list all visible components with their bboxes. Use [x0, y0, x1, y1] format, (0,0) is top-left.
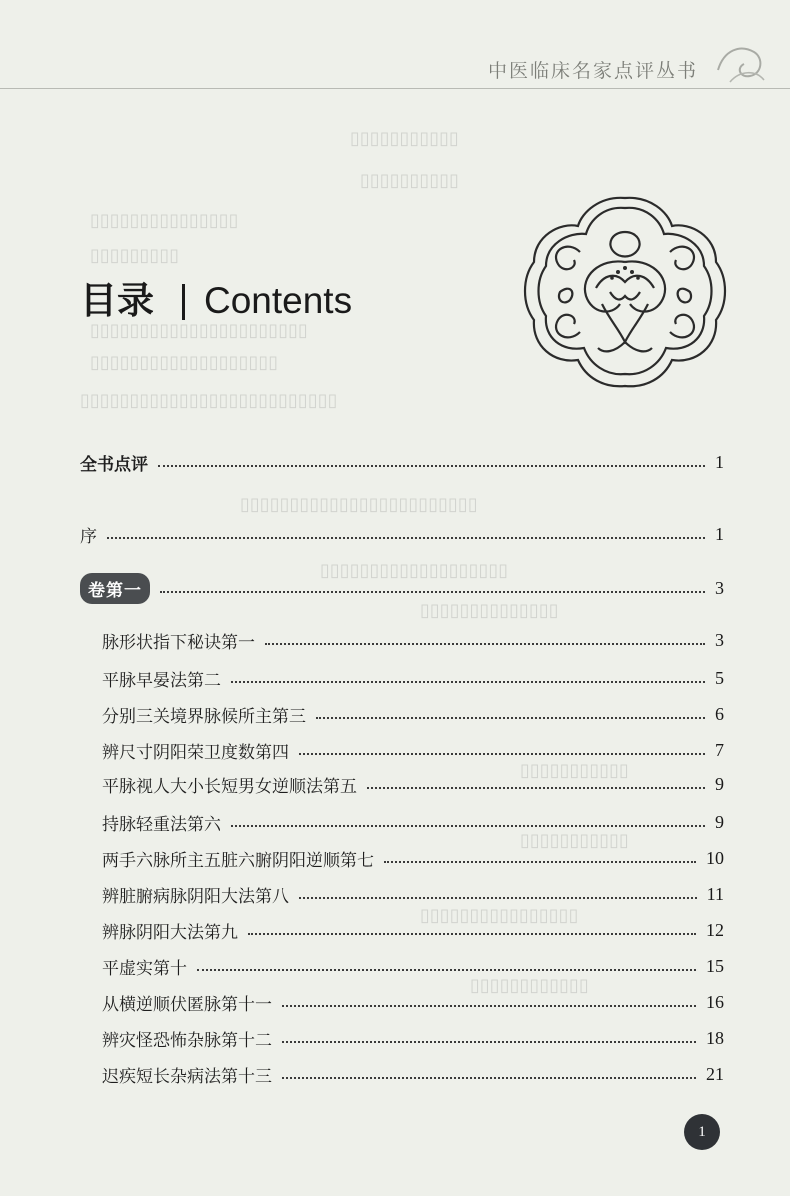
toc-entry-chapter[interactable]: [102, 697, 724, 731]
toc-entry-label: 平虚实第十: [102, 958, 187, 979]
toc-entry-page: 15: [706, 955, 724, 976]
volume-badge: 卷第一: [80, 573, 150, 604]
toc-entry-label: 辨脏腑病脉阴阳大法第八: [102, 886, 289, 907]
title-separator: [182, 284, 185, 320]
series-title: 中医临床名家点评丛书: [488, 60, 699, 82]
toc-entry-label: 平脉早晏法第二: [102, 670, 221, 691]
toc-entry-chapter[interactable]: [102, 661, 724, 695]
toc-entry-page: 3: [715, 577, 724, 598]
leader-dots: [231, 681, 705, 683]
leader-dots: [107, 537, 705, 539]
toc-entry-page: 21: [706, 1063, 724, 1084]
leader-dots: [282, 1005, 696, 1007]
toc-entry-chapter[interactable]: [102, 949, 724, 983]
toc-entry-page: 3: [715, 629, 724, 650]
toc-entry-page: 6: [715, 703, 724, 724]
page-number-badge: 1: [684, 1114, 720, 1150]
toc-entry-chapter[interactable]: [102, 1021, 724, 1055]
toc-entry-label: 全书点评: [80, 454, 148, 475]
toc-entry-chapter[interactable]: [102, 877, 724, 911]
toc-entry-chapter[interactable]: [102, 623, 724, 657]
leader-dots: [197, 969, 696, 971]
toc-entry-label: 从横逆顺伏匿脉第十一: [102, 994, 272, 1015]
leader-dots: [282, 1041, 696, 1043]
toc-entry-volume-1[interactable]: [80, 571, 724, 605]
leader-dots: [384, 861, 696, 863]
leader-dots: [158, 465, 705, 467]
toc-entry-label: 序: [80, 526, 97, 547]
title-chinese: 目录: [80, 279, 154, 322]
toc-entry-label: 两手六脉所主五脏六腑阴阳逆顺第七: [102, 850, 374, 871]
toc-entry-page: 12: [706, 919, 724, 940]
toc-entry-page: 9: [715, 773, 724, 794]
toc-entry-label: 迟疾短长杂病法第十三: [102, 1066, 272, 1087]
leader-dots: [231, 825, 705, 827]
floral-medallion-icon: [520, 192, 730, 392]
toc-entry-label: 辨灾怪恐怖杂脉第十二: [102, 1030, 272, 1051]
leader-dots: [367, 787, 705, 789]
toc-entry-chapter[interactable]: [102, 913, 724, 947]
header-rule: [0, 88, 790, 89]
toc-entry-label: 脉形状指下秘诀第一: [102, 632, 255, 653]
toc-entry-page: 18: [706, 1027, 724, 1048]
toc-entry-page: 10: [706, 847, 724, 868]
toc-entry-chapter[interactable]: [102, 733, 724, 767]
toc-entry-chapter[interactable]: [102, 767, 724, 801]
title-english: Contents: [204, 280, 353, 321]
leader-dots: [299, 753, 705, 755]
toc-entry-page: 16: [706, 991, 724, 1012]
toc-entry-book-review[interactable]: [80, 445, 724, 479]
toc-entry-chapter[interactable]: [102, 841, 724, 875]
leader-dots: [265, 643, 705, 645]
corner-ornament-icon: [710, 30, 770, 90]
toc-entry-page: 1: [715, 451, 724, 472]
leader-dots: [160, 591, 705, 593]
toc-entry-label: 分别三关境界脉候所主第三: [102, 706, 306, 727]
toc-entry-label: 持脉轻重法第六: [102, 814, 221, 835]
toc-entry-page: 5: [715, 667, 724, 688]
toc-entry-chapter[interactable]: [102, 1057, 724, 1091]
toc-entry-page: 9: [715, 811, 724, 832]
show-through-decoration: ▯▯▯▯▯▯▯▯▯▯▯ ▯▯▯▯▯▯▯▯▯▯ ▯▯▯▯▯▯▯▯▯▯▯▯▯▯▯ ▯▯▯▯▯▯▯▯▯ ▯▯▯▯▯▯▯▯▯▯▯▯▯▯▯▯▯▯▯▯▯▯ ▯▯▯▯▯▯▯▯▯▯▯▯▯▯▯▯▯▯▯ ▯▯▯▯▯▯▯▯▯▯▯▯▯▯▯▯▯▯▯▯▯▯▯▯▯▯ ▯▯▯▯▯▯▯▯▯▯▯▯▯▯▯▯▯▯▯▯▯▯▯▯ ▯▯▯▯▯▯▯▯▯▯▯▯▯▯▯▯▯▯▯ ▯▯▯▯▯▯▯▯▯▯▯▯▯▯ ▯▯▯▯▯▯▯▯▯▯▯ ▯▯▯▯▯▯▯▯▯▯▯ ▯▯▯▯▯▯▯▯▯▯▯▯▯▯▯▯ ▯▯▯▯▯▯▯▯▯▯▯▯: [80, 128, 629, 996]
leader-dots: [299, 897, 697, 899]
leader-dots: [282, 1077, 696, 1079]
leader-dots: [248, 933, 696, 935]
toc-entry-label: 辨尺寸阴阳荣卫度数第四: [102, 742, 289, 763]
toc-entry-chapter[interactable]: [102, 985, 724, 1019]
toc-entry-page: 1: [715, 523, 724, 544]
leader-dots: [316, 717, 705, 719]
toc-entry-page: 7: [715, 739, 724, 760]
toc-entry-label: 辨脉阴阳大法第九: [102, 922, 238, 943]
toc-entry-preface[interactable]: [80, 517, 724, 551]
toc-entry-page: 11: [706, 883, 724, 904]
toc-entry-chapter[interactable]: [102, 805, 724, 839]
toc-entry-label: 平脉视人大小长短男女逆顺法第五: [102, 776, 357, 797]
